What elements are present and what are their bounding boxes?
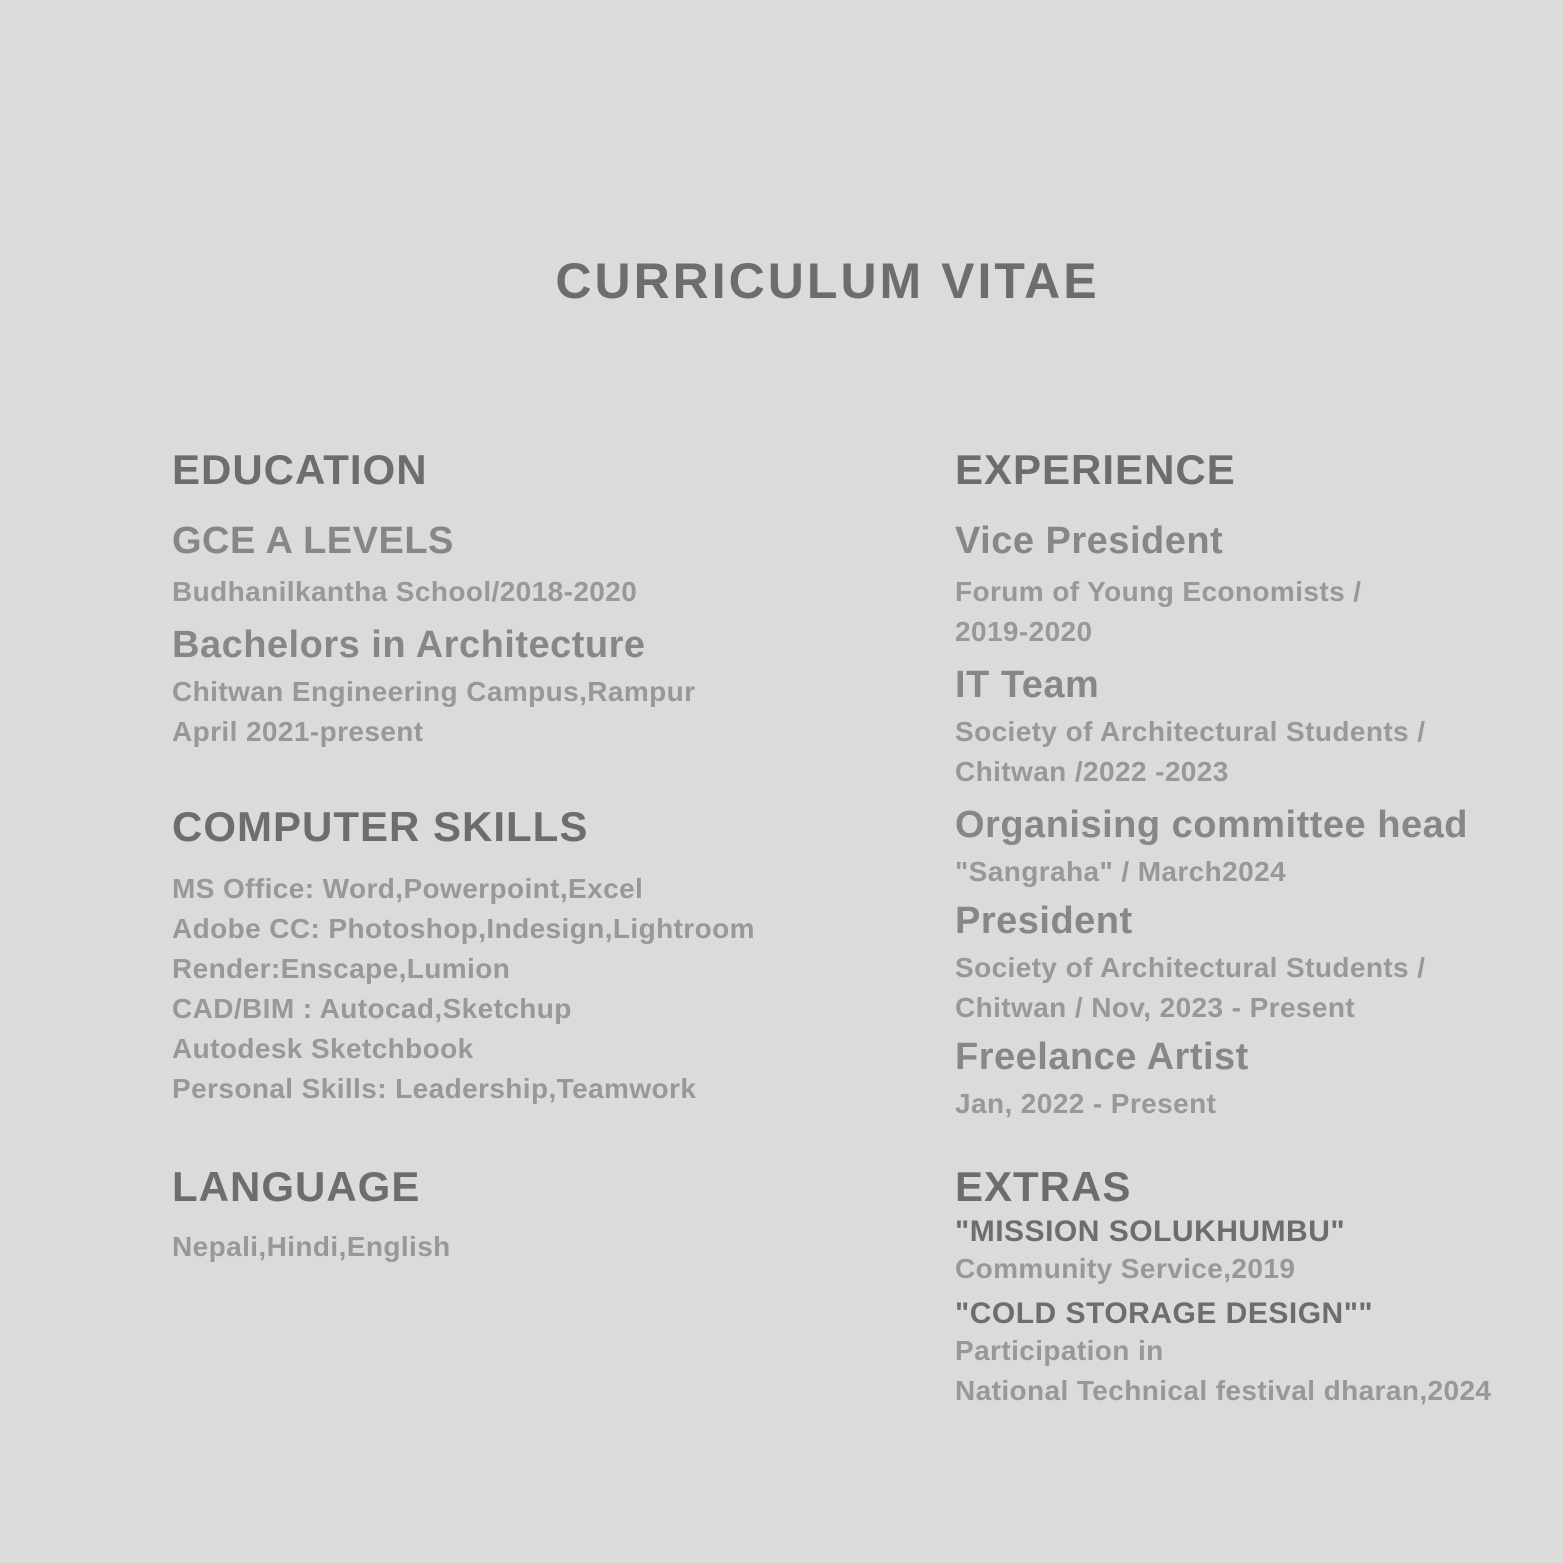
experience-entry-detail: Chitwan / Nov, 2023 - Present — [955, 991, 1356, 1023]
extras-entry-detail: Participation in — [955, 1334, 1164, 1366]
education-entry-title: GCE A LEVELS — [172, 520, 454, 563]
experience-entry — [955, 522, 1563, 652]
left-column — [172, 448, 812, 1267]
extras-entry-title: "MISSION SOLUKHUMBU" — [955, 1214, 1346, 1248]
education-entry-title: Bachelors in Architecture — [172, 623, 646, 666]
language-heading: LANGUAGE — [172, 1162, 421, 1210]
experience-entry-detail: Jan, 2022 - Present — [955, 1087, 1217, 1119]
experience-entry — [955, 663, 1563, 792]
section-language — [172, 1162, 812, 1267]
education-entry-detail: Chitwan Engineering Campus,Rampur — [172, 675, 696, 707]
experience-entry-title: Organising committee head — [955, 803, 1468, 846]
skill-line: Autodesk Sketchbook — [172, 1032, 474, 1064]
section-extras — [955, 1162, 1563, 1411]
page-title: CURRICULUM VITAE — [555, 253, 1100, 309]
experience-entry-detail: "Sangraha" / March2024 — [955, 855, 1287, 887]
computer-skills-list — [172, 869, 812, 1109]
experience-entry-detail: Society of Architectural Students / — [955, 715, 1426, 747]
experience-entry — [955, 803, 1563, 892]
right-column — [955, 448, 1563, 1411]
extras-entry — [955, 1297, 1563, 1411]
extras-entry-detail: Community Service,2019 — [955, 1252, 1296, 1284]
education-entry — [172, 522, 812, 612]
extras-entry — [955, 1215, 1563, 1289]
experience-entry-detail: 2019-2020 — [955, 615, 1093, 647]
experience-entry — [955, 899, 1563, 1028]
skill-line: MS Office: Word,Powerpoint,Excel — [172, 872, 644, 904]
experience-entry-title: Freelance Artist — [955, 1035, 1249, 1078]
education-entry-detail: Budhanilkantha School/2018-2020 — [172, 575, 638, 607]
section-experience — [955, 448, 1563, 1124]
experience-entry-detail: Society of Architectural Students / — [955, 951, 1426, 983]
education-entry-detail: April 2021-present — [172, 715, 424, 747]
skill-line: CAD/BIM : Autocad,Sketchup — [172, 992, 572, 1024]
extras-heading: EXTRAS — [955, 1162, 1132, 1210]
experience-entry-title: President — [955, 899, 1133, 942]
computer-skills-heading: COMPUTER SKILLS — [172, 802, 589, 850]
experience-entry-detail: Chitwan /2022 -2023 — [955, 755, 1229, 787]
section-education — [172, 448, 812, 752]
skill-line: Personal Skills: Leadership,Teamwork — [172, 1072, 697, 1104]
language-line: Nepali,Hindi,English — [172, 1231, 451, 1263]
skill-line: Adobe CC: Photoshop,Indesign,Lightroom — [172, 912, 755, 944]
education-heading: EDUCATION — [172, 446, 428, 493]
experience-entry-title: Vice President — [955, 520, 1224, 563]
experience-entry — [955, 1035, 1563, 1124]
extras-entry-title: "COLD STORAGE DESIGN"" — [955, 1296, 1374, 1330]
section-computer-skills — [172, 802, 812, 1109]
education-entry — [172, 623, 812, 752]
experience-entry-title: IT Team — [955, 663, 1100, 706]
experience-entry-detail: Forum of Young Economists / — [955, 575, 1362, 607]
experience-heading: EXPERIENCE — [955, 446, 1236, 493]
extras-entry-detail: National Technical festival dharan,2024 — [955, 1374, 1492, 1406]
skill-line: Render:Enscape,Lumion — [172, 952, 511, 984]
